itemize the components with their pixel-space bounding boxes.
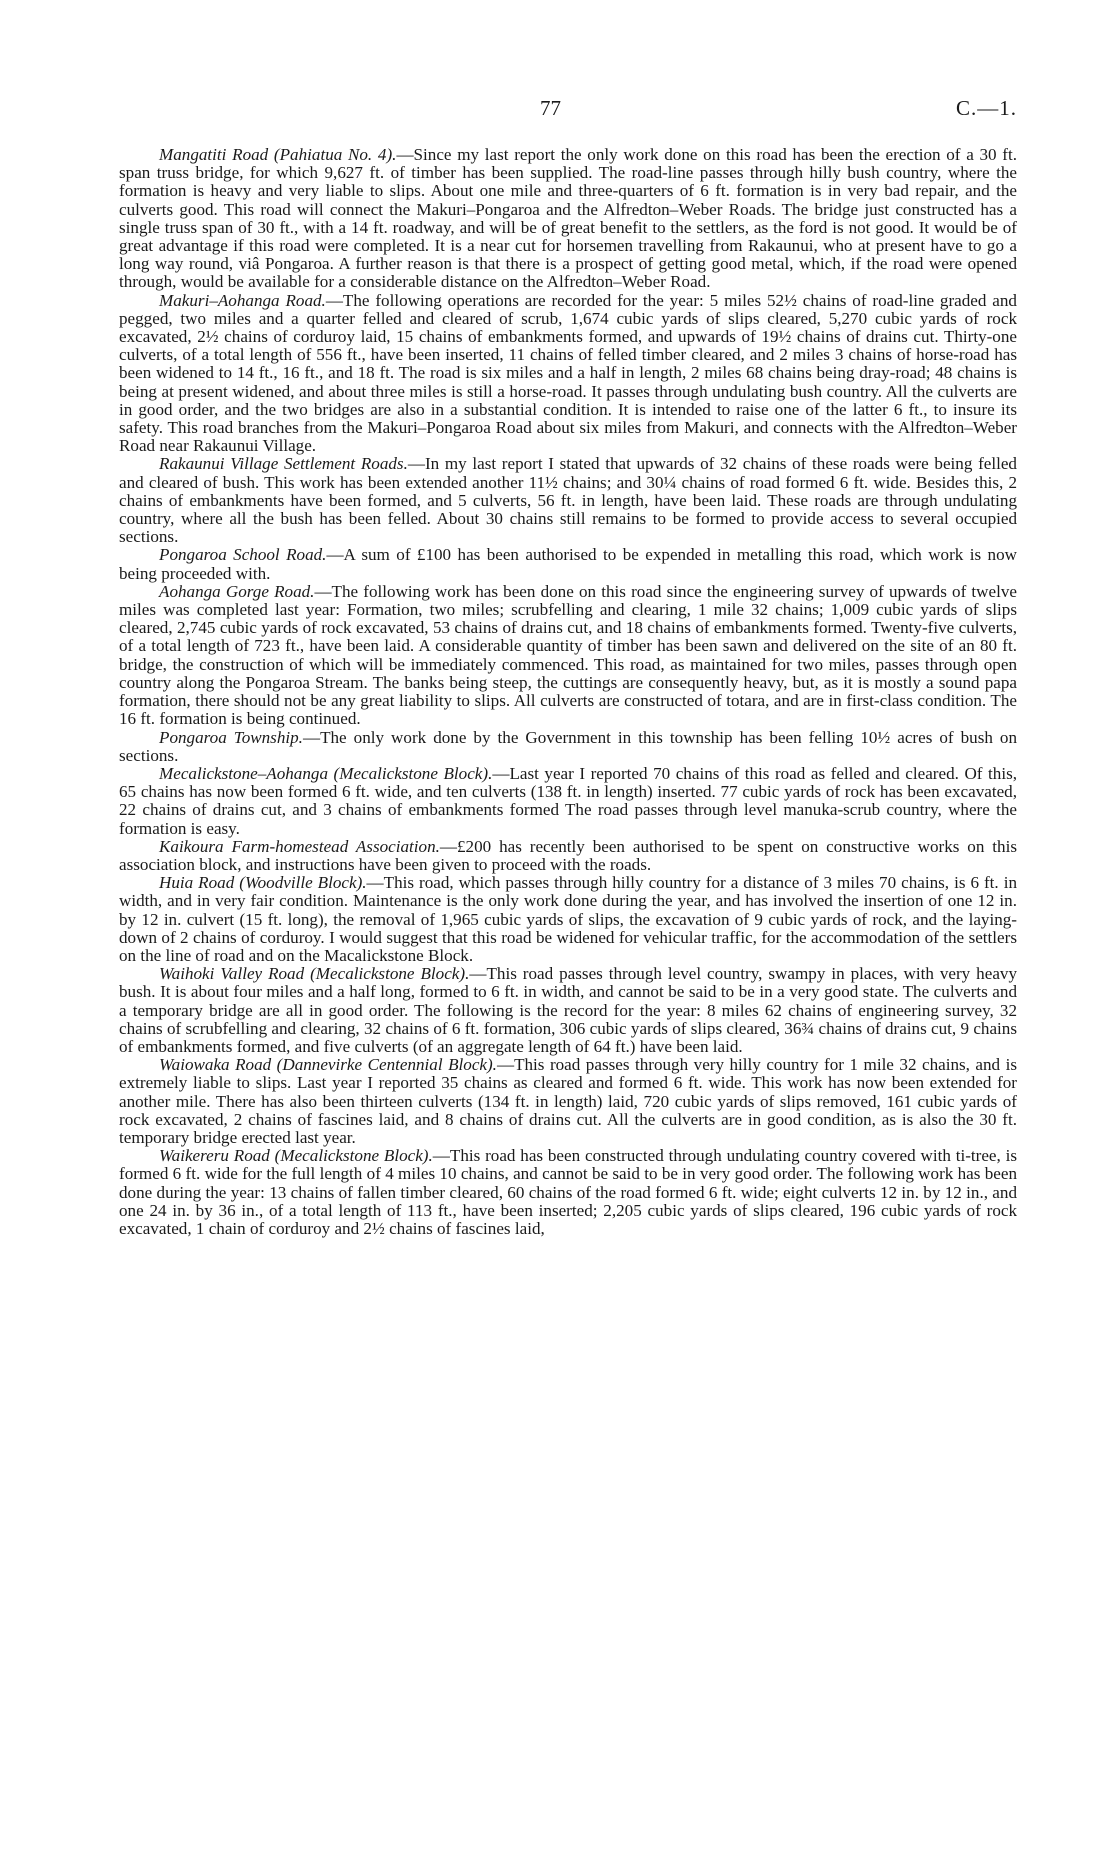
section-title: Pongaroa School Road. [159,545,327,565]
section-title: Mecalickstone–Aohanga (Mecalickstone Block). [159,763,493,783]
section-title: Waikereru Road (Mecalickstone Block). [159,1146,433,1166]
page-number: 77 [540,96,561,120]
section-text: —£200 has recently been authorised to be spent on constructive works on this association block, and instructions have been given to proceed with the roads. [119,836,1017,874]
paragraph-makuri-aohanga-road [119,292,1017,456]
paragraph-huia-road [119,874,1017,965]
section-text: —Since my last report the only work done on this road has been the erection of a 30 ft. span truss bridge, for which 9,627 ft. of timber has been supplied. The road-line passes through hilly bush country, where the formation is heavy and very liable to slips. About one mile and three-quarters of 6 ft. formation is in very bad repair, and the culverts good. This road will connect the Makuri–Pongaroa and the Alfredton–Weber Roads. The bridge just constructed has a single truss span of 30 ft., with a 14 ft. roadway, and will be of great benefit to the settlers, as the ford is not good. It would be of great advantage if this road were completed. It is a near cut for horsemen travelling from Rakaunui, who at present have to go a long way round, viâ Pongaroa. A further reason is that there is a prospect of getting good metal, which, if the road were opened through, would be available for a considerable distance on the Alfredton–Weber Road. [119,145,1017,292]
paragraph-aohanga-gorge-road [119,583,1017,729]
section-text: —The following work has been done on this road since the engineering survey of upwards of twelve miles was completed last year: Formation, two miles; scrubfelling and clearing, 1 mile 32 chains; 1,009 cubic yards of slips cleared, 2,745 cubic yards of rock excavated, 53 chains of drains cut, and 18 chains of embankments formed. Twenty-five culverts, of a total length of 723 ft., have been laid. A considerable quantity of timber has been sawn and delivered on the site of an 80 ft. bridge, the construction of which will be immediately commenced. This road, as maintained for two miles, passes through open country along the Pongaroa Stream. The banks being steep, the cuttings are consequently heavy, but, as it is mostly a sound papa formation, there should not be any great liability to slips. All culverts are constructed of totara, and are in first-class condition. The 16 ft. formation is being continued. [119,581,1017,729]
section-title: Kaikoura Farm-homestead Association. [159,836,440,856]
section-title: Aohanga Gorge Road. [159,581,315,601]
paragraph-waikereru-road [119,1147,1017,1238]
paragraph-mecalickstone-aohanga [119,765,1017,838]
paragraph-pongaroa-school-road [119,546,1017,582]
section-text: —This road passes through level country, swampy in places, with very heavy bush. It is about four miles and a half long, formed to 6 ft. in width, and cannot be said to be in a very good state. The culverts and a temporary bridge are all in good order. The following is the record for the year: 8 miles 62 chains of engineering survey, 32 chains of scrubfelling and clearing, 32 chains of 6 ft. formation, 306 cubic yards of slips cleared, 36¾ chains of drains cut, 9 chains of embankments formed, and five culverts (of an aggregate length of 64 ft.) have been laid. [119,964,1017,1056]
section-text: —The following operations are recorded for the year: 5 miles 52½ chains of road-line graded and pegged, two miles and a quarter felled and cleared of scrub, 1,674 cubic yards of slips cleared, 5,270 cubic yards of rock excavated, 2½ chains of corduroy laid, 15 chains of embankments formed, and upwards of 19½ chains of drains cut. Thirty-one culverts, of a total length of 556 ft., have been inserted, 11 chains of felled timber cleared, and 2 miles 3 chains of horse-road has been widened to 14 ft., 16 ft., and 18 ft. The road is six miles and a half in length, 2 miles 68 chains being dray-road; 48 chains is being at present widened, and about three miles is still a horse-road. It passes through undulating bush country. All the culverts are in good order, and the two bridges are also in a substantial condition. It is intended to raise one of the latter 6 ft., to insure its safety. This road branches from the Makuri–Pongaroa Road about six miles from Makuri, and connects with the Alfredton–Weber Road near Rakaunui Village. [119,290,1017,456]
section-text: —Last year I reported 70 chains of this road as felled and cleared. Of this, 65 chains has now been formed 6 ft. wide, and ten culverts (138 ft. in length) inserted. 77 cubic yards of rock has been excavated, 22 chains of drains cut, and 3 chains of embankments formed The road passes through level manuka-scrub country, where the formation is easy. [119,763,1017,838]
paragraph-waiowaka-road [119,1056,1017,1147]
section-title: Makuri–Aohanga Road. [159,290,326,310]
section-text: —This road has been constructed through undulating country covered with ti-tree, is formed 6 ft. wide for the full length of 4 miles 10 chains, and cannot be said to be in very good order. The following work has been done during the year: 13 chains of fallen timber cleared, 60 chains of the road formed 6 ft. wide; eight culverts 12 in. by 12 in., and one 24 in. by 36 in., of a total length of 113 ft., have been inserted; 2,205 cubic yards of slips cleared, 196 cubic yards of rock excavated, 1 chain of corduroy and 2½ chains of fascines laid, [119,1146,1017,1238]
section-title: Waihoki Valley Road (Mecalickstone Block). [159,964,470,984]
section-text: —The only work done by the Government in this township has been felling 10½ acres of bush on sections. [119,727,1018,765]
document-code: C.—1. [955,96,1017,120]
section-title: Mangatiti Road (Pahiatua No. 4). [159,145,397,164]
section-title: Pongaroa Township. [159,727,303,747]
section-title: Huia Road (Woodville Block). [159,873,367,893]
section-title: Rakaunui Village Settlement Roads. [159,454,408,474]
paragraph-waihoki-valley-road [119,965,1017,1056]
paragraph-kaikoura-farm-homestead [119,838,1017,874]
paragraph-rakaunui-village-roads [119,455,1017,546]
section-text: —This road passes through very hilly country for 1 mile 32 chains, and is extremely liable to slips. Last year I reported 35 chains as cleared and formed 6 ft. wide. This work has now been extended for another mile. There has also been thirteen culverts (134 ft. in length) laid, 720 cubic yards of slips removed, 161 cubic yards of rock excavated, 2 chains of fascines laid, and 8 chains of drains cut. All the culverts are in good condition, as is also the 30 ft. temporary bridge erected last year. [119,1055,1017,1147]
page-header [0,96,1114,126]
section-title: Waiowaka Road (Dannevirke Centennial Block). [159,1055,497,1075]
report-body [119,146,1017,1238]
paragraph-pongaroa-township [119,729,1017,765]
section-text: —In my last report I stated that upwards of 32 chains of these roads were being felled and cleared of bush. This work has been extended another 11½ chains; and 30¼ chains of road formed 6 ft. wide. Besides this, 2 chains of embankments have been formed, and 5 culverts, 56 ft. in length, have been laid. These roads are through undulating country, where all the bush has been felled. About 30 chains still remains to be formed to provide access to several occupied sections. [119,454,1017,547]
paragraph-mangatiti-road [119,146,1017,292]
section-text: —A sum of £100 has been authorised to be expended in metalling this road, which work is now being proceeded with. [119,545,1017,583]
section-text: —This road, which passes through hilly country for a distance of 3 miles 70 chains, is 6 ft. in width, and in very fair condition. Maintenance is the only work done during the year, and has involved the insertion of one 12 in. by 12 in. culvert (15 ft. long), the removal of 1,965 cubic yards of slips, the excavation of 9 cubic yards of rock, and the laying-down of 2 chains of corduroy. I would suggest that this road be widened for vehicular traffic, for the accommodation of the settlers on the line of road and on the Macalickstone Block. [119,873,1017,965]
